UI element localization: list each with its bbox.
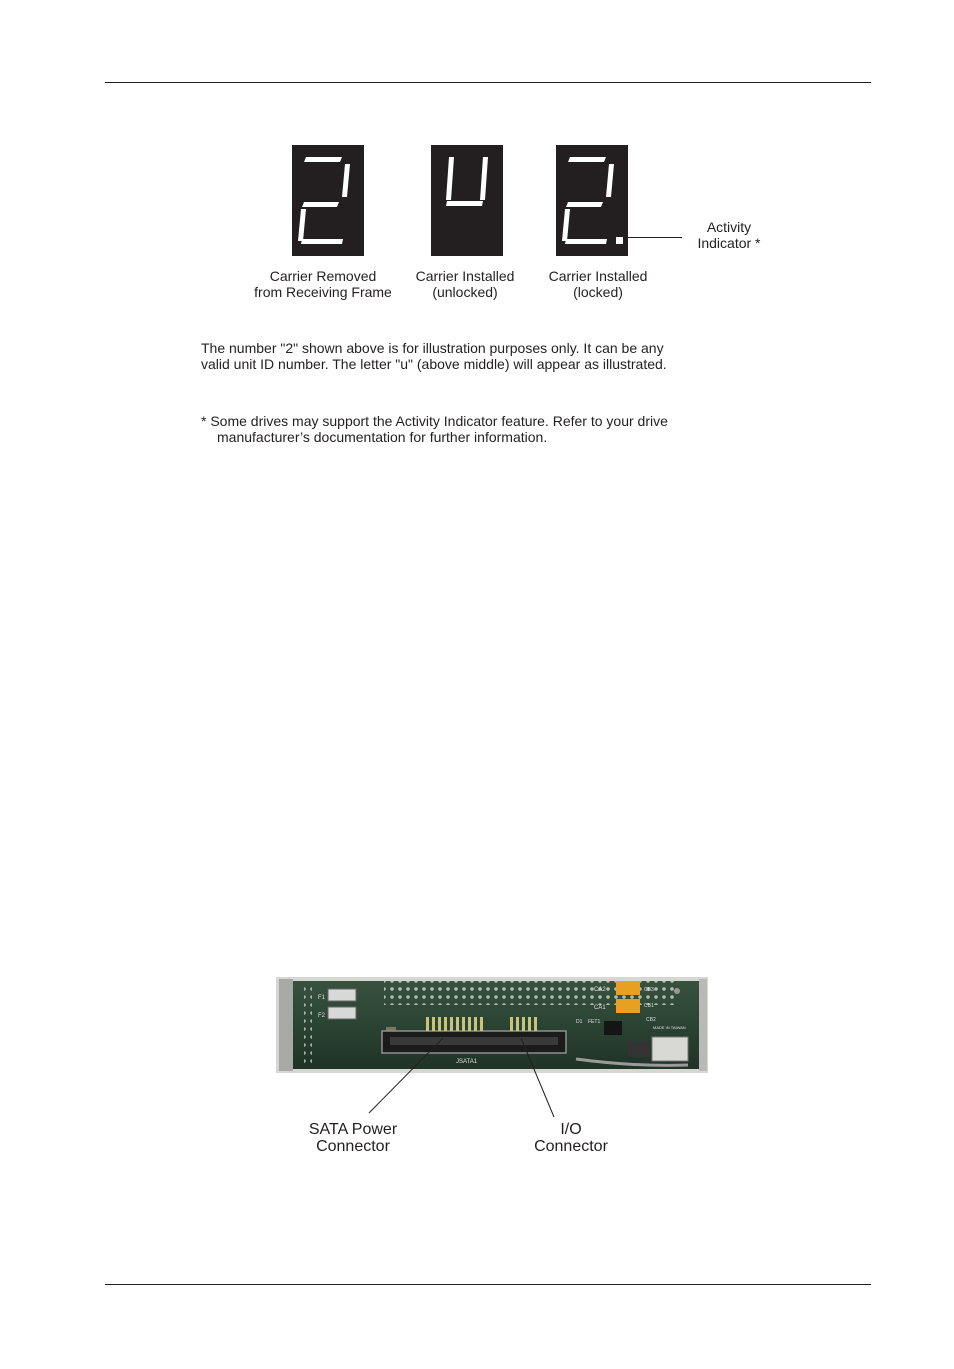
carrier-board-photo xyxy=(276,977,708,1073)
svg-text:JSATA1: JSATA1 xyxy=(456,1059,478,1065)
activity-footnote: * Some drives may support the Activity Indicator feature. Refer to your drive manufacturer’s documentation for further information. xyxy=(201,413,668,445)
io-connector-label: I/O Connector xyxy=(534,1121,608,1155)
display-removed xyxy=(292,145,364,256)
svg-text:CB3: CB3 xyxy=(644,987,654,993)
io-leader-line xyxy=(518,1036,558,1120)
svg-text:F1: F1 xyxy=(318,995,326,1001)
activity-leader-line xyxy=(626,236,684,240)
svg-text:CA2: CA2 xyxy=(594,987,606,993)
footer-rule xyxy=(105,1284,871,1285)
display-locked xyxy=(556,145,628,256)
svg-text:CB2: CB2 xyxy=(646,1017,656,1023)
illustration-note: The number "2" shown above is for illustration purposes only. It can be any valid unit ID number. The letter "u" (above middle) will appear as illustrated. xyxy=(201,340,667,372)
caption-unlocked: Carrier Installed (unlocked) xyxy=(415,268,515,300)
activity-dot xyxy=(616,237,623,244)
sata-leader-line xyxy=(366,1036,446,1116)
svg-text:CB1: CB1 xyxy=(644,1003,654,1009)
svg-text:D1: D1 xyxy=(576,1019,583,1025)
svg-text:FET1: FET1 xyxy=(588,1019,601,1025)
caption-removed: Carrier Removed from Receiving Frame xyxy=(254,268,392,300)
display-unlocked xyxy=(431,145,503,256)
svg-text:F2: F2 xyxy=(318,1013,326,1019)
caption-locked: Carrier Installed (locked) xyxy=(548,268,648,300)
svg-text:MADE IN TAIWAN: MADE IN TAIWAN xyxy=(653,1025,686,1030)
header-rule xyxy=(105,82,871,83)
svg-text:CA1: CA1 xyxy=(594,1005,606,1011)
sata-power-connector-label: SATA Power Connector xyxy=(308,1121,398,1155)
activity-indicator-label: Activity Indicator * xyxy=(697,219,761,251)
